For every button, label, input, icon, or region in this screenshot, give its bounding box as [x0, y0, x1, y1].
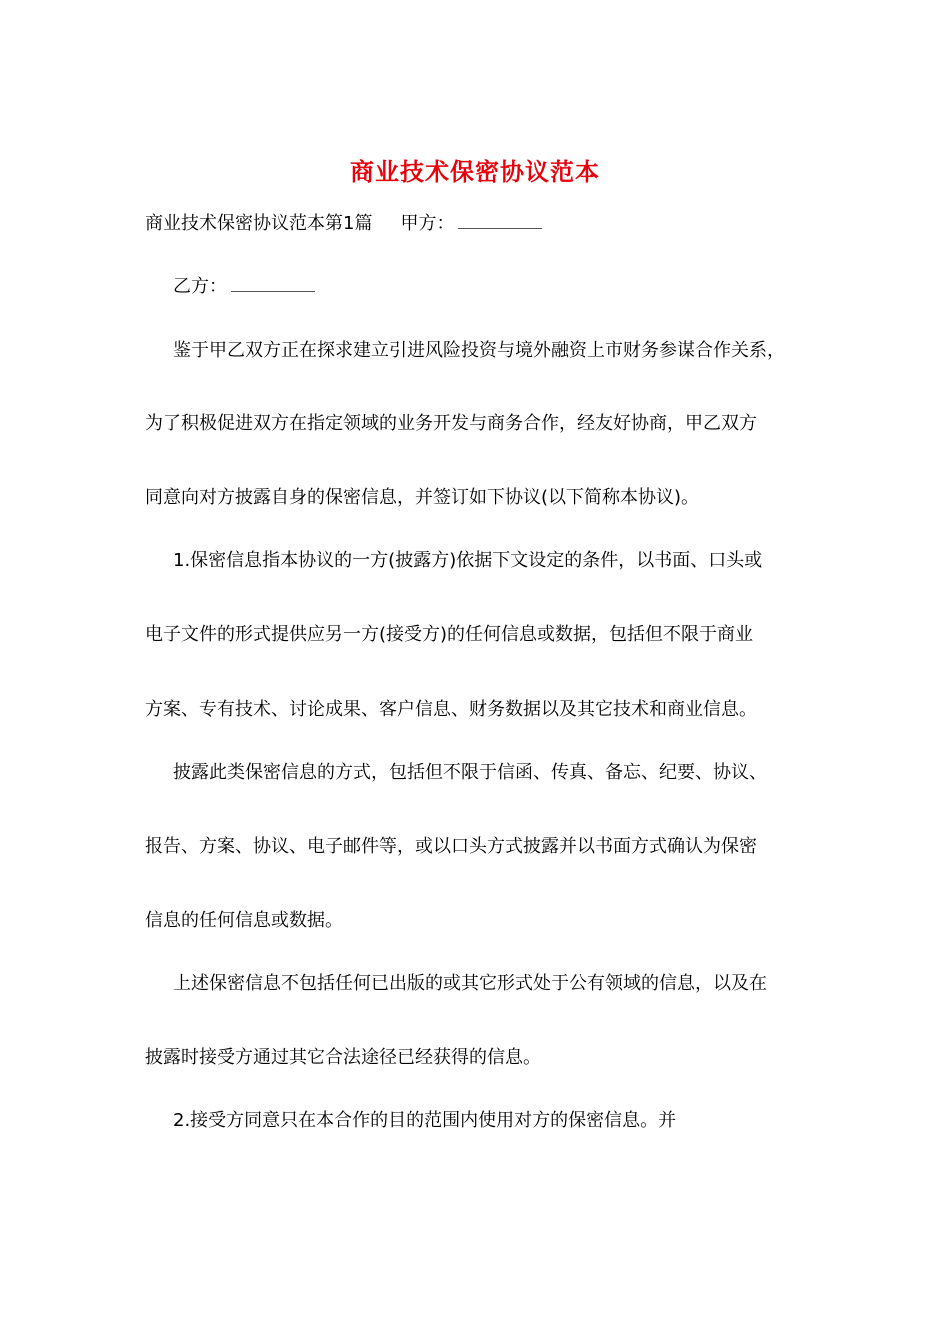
- agreement-heading: 商业技术保密协议范本第1篇: [145, 213, 373, 234]
- paragraph-5-line-1: 2.接受方同意只在本合作的目的范围内使用对方的保密信息。并: [173, 1110, 677, 1131]
- intro-line: [145, 213, 542, 235]
- paragraph-4-line-1: 上述保密信息不包括任何已出版的或其它形式处于公有领域的信息，以及在: [173, 973, 767, 994]
- party-a-label: 甲方：: [400, 213, 455, 234]
- party-a-blank: [458, 214, 542, 229]
- paragraph-3-line-2: 报告、方案、协议、电子邮件等，或以口头方式披露并以书面方式确认为保密: [145, 836, 757, 857]
- paragraph-2-line-3: 方案、专有技术、讨论成果、客户信息、财务数据以及其它技术和商业信息。: [145, 699, 757, 720]
- paragraph-3-line-3: 信息的任何信息或数据。: [145, 910, 343, 931]
- paragraph-1-line-1: 鉴于甲乙双方正在探求建立引进风险投资与境外融资上市财务参谋合作关系，: [173, 340, 785, 361]
- paragraph-2-line-2: 电子文件的形式提供应另一方(接受方)的任何信息或数据，包括但不限于商业: [145, 624, 754, 645]
- paragraph-1-line-2: 为了积极促进双方在指定领域的业务开发与商务合作，经友好协商，甲乙双方: [145, 413, 757, 434]
- party-b-line: [173, 276, 315, 298]
- party-b-label: 乙方：: [173, 276, 227, 297]
- party-b-blank: [231, 277, 315, 292]
- document-title: 商业技术保密协议范本: [350, 158, 600, 186]
- paragraph-1-line-3: 同意向对方披露自身的保密信息，并签订如下协议(以下简称本协议)。: [145, 487, 700, 508]
- paragraph-2-line-1: 1.保密信息指本协议的一方(披露方)依据下文设定的条件，以书面、口头或: [173, 550, 763, 571]
- paragraph-4-line-2: 披露时接受方通过其它合法途径已经获得的信息。: [145, 1047, 541, 1068]
- paragraph-3-line-1: 披露此类保密信息的方式，包括但不限于信函、传真、备忘、纪要、协议、: [173, 762, 767, 783]
